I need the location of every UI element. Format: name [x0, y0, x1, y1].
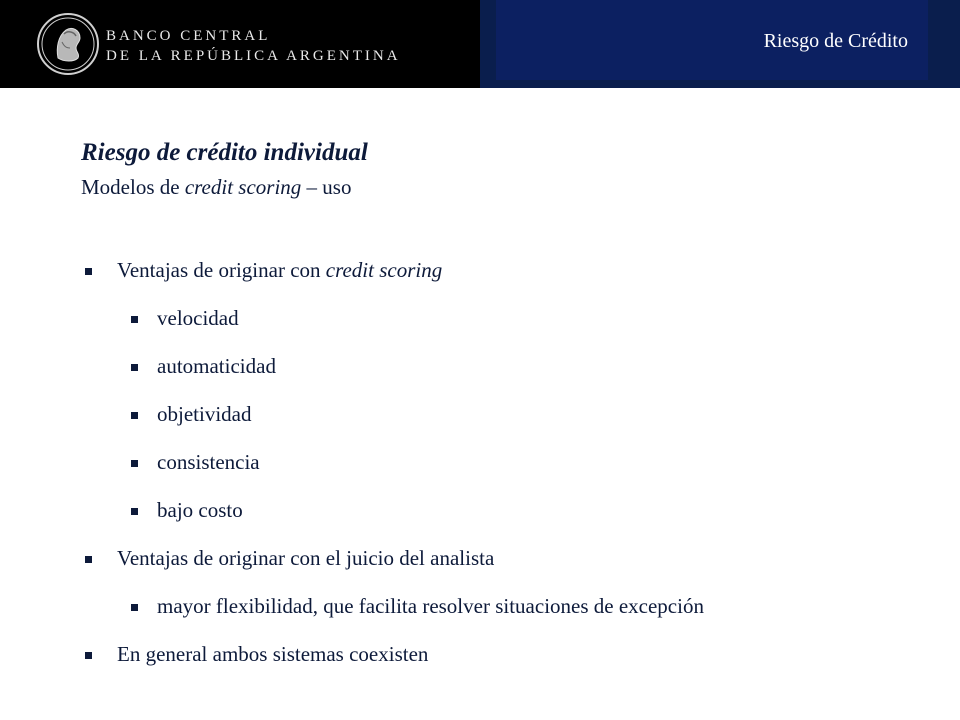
bank-seal-logo	[36, 12, 100, 76]
bank-logo-area	[0, 0, 480, 88]
square-bullet-icon	[131, 412, 138, 419]
bullet-text: consistencia	[157, 450, 260, 474]
bullet-text: objetividad	[157, 402, 252, 426]
bullet-text: En general ambos sistemas coexisten	[117, 642, 429, 666]
square-bullet-icon	[85, 652, 92, 659]
square-bullet-icon	[131, 460, 138, 467]
bullet-item	[117, 642, 428, 667]
subtitle-italic: credit scoring	[184, 175, 302, 199]
bank-name-line1: BANCO CENTRAL	[106, 28, 271, 44]
subtitle-prefix: Modelos de	[81, 175, 185, 199]
bullet-text: Ventajas de originar con	[117, 258, 326, 282]
slide-subtitle	[81, 175, 351, 200]
sub-bullet-item	[157, 594, 704, 619]
header-section-panel	[480, 0, 960, 88]
sub-bullet-item	[157, 402, 251, 427]
bank-name	[106, 26, 401, 66]
bullet-text: automaticidad	[157, 354, 276, 378]
sub-bullet-item	[157, 498, 243, 523]
bullet-text: velocidad	[157, 306, 239, 330]
square-bullet-icon	[131, 604, 138, 611]
bullet-italic-text: credit scoring	[325, 258, 443, 282]
bank-name-line2: DE LA REPÚBLICA ARGENTINA	[106, 48, 401, 64]
slide-title: Riesgo de crédito individual	[81, 139, 368, 166]
bullet-text: mayor flexibilidad, que facilita resolver situaciones de excepción	[157, 594, 704, 618]
square-bullet-icon	[131, 316, 138, 323]
square-bullet-icon	[85, 556, 92, 563]
sub-bullet-item	[157, 306, 239, 331]
square-bullet-icon	[131, 508, 138, 515]
bullet-text: Ventajas de originar con el juicio del analista	[117, 546, 495, 570]
sub-bullet-item	[157, 354, 276, 379]
bullet-item	[117, 258, 442, 283]
subtitle-suffix: – uso	[301, 175, 352, 199]
sub-bullet-item	[157, 450, 260, 475]
header-bar	[0, 0, 960, 88]
section-title: Riesgo de Crédito	[763, 30, 908, 52]
bullet-item	[117, 546, 494, 571]
bullet-text: bajo costo	[157, 498, 243, 522]
square-bullet-icon	[85, 268, 92, 275]
square-bullet-icon	[131, 364, 138, 371]
